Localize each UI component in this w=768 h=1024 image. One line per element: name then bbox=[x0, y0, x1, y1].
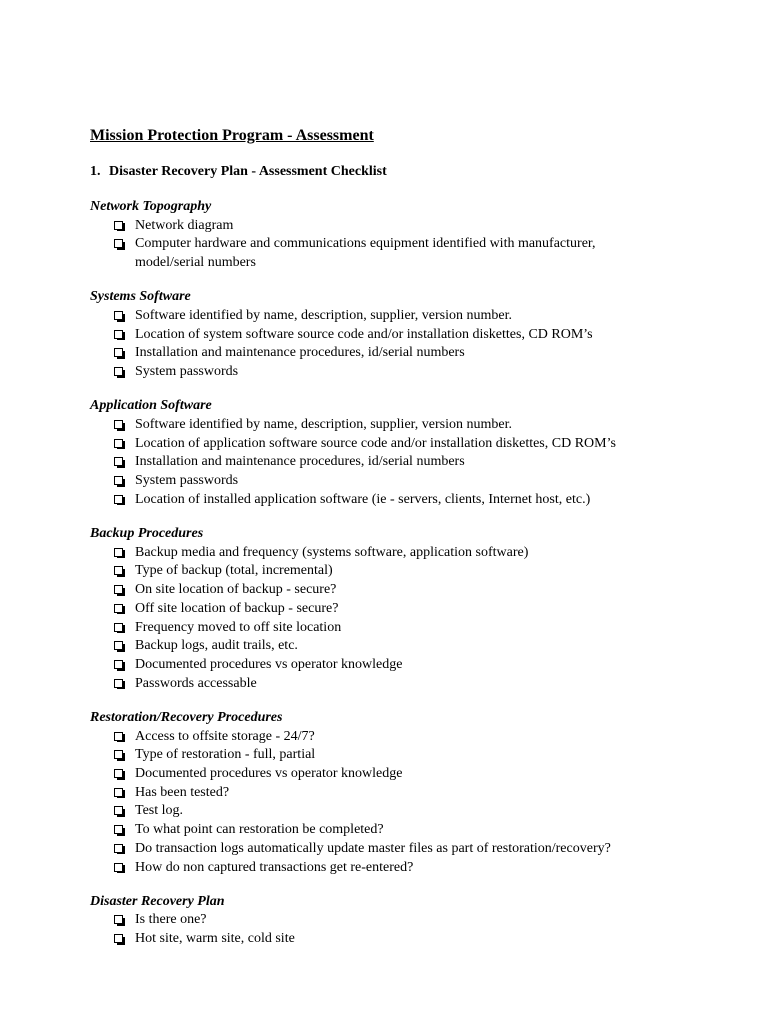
checklist-item-text: Do transaction logs automatically update master files as part of restoration/recovery? bbox=[135, 840, 611, 856]
checklist-section bbox=[90, 709, 700, 877]
checkbox-icon bbox=[114, 679, 123, 688]
checklist-item-text: System passwords bbox=[135, 473, 239, 489]
checkbox-icon bbox=[114, 239, 123, 248]
checklist-item bbox=[114, 765, 645, 784]
checklist-sections bbox=[90, 198, 700, 964]
checklist-item-text: Has been tested? bbox=[135, 784, 230, 800]
checklist-section bbox=[90, 397, 700, 509]
section-heading: Application Software bbox=[90, 398, 212, 414]
checklist-item bbox=[114, 637, 645, 656]
checkbox-icon bbox=[114, 623, 123, 632]
checkbox-icon bbox=[114, 495, 123, 504]
checklist-item bbox=[114, 802, 645, 821]
checklist-item-text: Type of backup (total, incremental) bbox=[135, 563, 333, 579]
checklist-item-text: Location of system software source code and/or installation diskettes, CD ROM’s bbox=[135, 326, 593, 342]
checklist-section bbox=[90, 893, 700, 949]
checkbox-icon bbox=[114, 844, 123, 853]
section-heading: Restoration/Recovery Procedures bbox=[90, 709, 283, 725]
checklist-item-text: Type of restoration - full, partial bbox=[135, 747, 316, 763]
checklist-item bbox=[114, 619, 645, 638]
checkbox-icon bbox=[114, 585, 123, 594]
checklist-items bbox=[90, 217, 700, 273]
checklist-item bbox=[114, 746, 645, 765]
checklist-item-text: Backup media and frequency (systems software, application software) bbox=[135, 544, 529, 560]
checklist-item bbox=[114, 562, 645, 581]
checklist-item bbox=[114, 326, 645, 345]
checkbox-icon bbox=[114, 934, 123, 943]
document-title: Mission Protection Program - Assessment bbox=[90, 127, 374, 144]
checkbox-icon bbox=[114, 367, 123, 376]
checkbox-icon bbox=[114, 604, 123, 613]
checkbox-icon bbox=[114, 825, 123, 834]
subtitle-number: 1. bbox=[90, 164, 101, 179]
checklist-items bbox=[90, 307, 700, 382]
checklist-item bbox=[114, 675, 645, 694]
checklist-item-text: On site location of backup - secure? bbox=[135, 582, 337, 598]
checklist-item-text: To what point can restoration be completed? bbox=[135, 822, 384, 838]
checklist-item-text: How do non captured transactions get re-entered? bbox=[135, 859, 414, 875]
checkbox-icon bbox=[114, 769, 123, 778]
checklist-item bbox=[114, 911, 645, 930]
checklist-item-text: Frequency moved to off site location bbox=[135, 619, 342, 635]
checkbox-icon bbox=[114, 863, 123, 872]
checkbox-icon bbox=[114, 221, 123, 230]
checklist-item bbox=[114, 363, 645, 382]
checklist-section bbox=[90, 288, 700, 382]
checkbox-icon bbox=[114, 806, 123, 815]
checklist-item bbox=[114, 840, 645, 859]
checklist-item-text: Hot site, warm site, cold site bbox=[135, 931, 295, 947]
checkbox-icon bbox=[114, 788, 123, 797]
checkbox-icon bbox=[114, 330, 123, 339]
checklist-item-text: Installation and maintenance procedures, id/serial numbers bbox=[135, 345, 465, 361]
checkbox-icon bbox=[114, 439, 123, 448]
checklist-item-text: Network diagram bbox=[135, 217, 234, 233]
checkbox-icon bbox=[114, 348, 123, 357]
checklist-item bbox=[114, 416, 645, 435]
section-heading: Backup Procedures bbox=[90, 526, 204, 542]
checklist-item bbox=[114, 344, 645, 363]
checklist-item-text: Backup logs, audit trails, etc. bbox=[135, 638, 298, 654]
checklist-item-text: Location of installed application software (ie - servers, clients, Internet host, etc.) bbox=[135, 491, 591, 507]
checklist-section bbox=[90, 525, 700, 693]
section-heading: Systems Software bbox=[90, 289, 191, 305]
checklist-item-text: Location of application software source code and/or installation diskettes, CD ROM’s bbox=[135, 435, 616, 451]
checklist-item-text: Is there one? bbox=[135, 912, 207, 928]
checklist-item bbox=[114, 581, 645, 600]
subtitle-text: Disaster Recovery Plan - Assessment Checklist bbox=[109, 164, 387, 179]
checklist-item-text: Off site location of backup - secure? bbox=[135, 600, 339, 616]
checklist-item-text: Test log. bbox=[135, 803, 184, 819]
checkbox-icon bbox=[114, 566, 123, 575]
checklist-item-text: Documented procedures vs operator knowledge bbox=[135, 656, 403, 672]
checkbox-icon bbox=[114, 420, 123, 429]
section-heading: Disaster Recovery Plan bbox=[90, 893, 225, 909]
checkbox-icon bbox=[114, 641, 123, 650]
checklist-items bbox=[90, 544, 700, 694]
checklist-item-text: System passwords bbox=[135, 364, 239, 380]
checkbox-icon bbox=[114, 750, 123, 759]
checklist-item bbox=[114, 859, 645, 878]
checklist-item bbox=[114, 728, 645, 747]
checkbox-icon bbox=[114, 311, 123, 320]
checklist-item bbox=[114, 453, 645, 472]
checklist-item bbox=[114, 821, 645, 840]
checklist-item bbox=[114, 784, 645, 803]
checklist-section bbox=[90, 198, 700, 273]
checklist-item-text: Installation and maintenance procedures, id/serial numbers bbox=[135, 454, 465, 470]
checkbox-icon bbox=[114, 915, 123, 924]
checkbox-icon bbox=[114, 548, 123, 557]
checkbox-icon bbox=[114, 660, 123, 669]
checklist-item-text: Software identified by name, description, supplier, version number. bbox=[135, 308, 512, 324]
checklist-item-text: Software identified by name, description, supplier, version number. bbox=[135, 417, 512, 433]
checklist-items bbox=[90, 728, 700, 878]
checklist-items bbox=[90, 416, 700, 510]
checklist-item-text: Access to offsite storage - 24/7? bbox=[135, 728, 315, 744]
checklist-item bbox=[114, 600, 645, 619]
section-subtitle bbox=[90, 163, 387, 181]
checkbox-icon bbox=[114, 457, 123, 466]
checklist-item bbox=[114, 307, 645, 326]
checklist-item bbox=[114, 217, 645, 236]
checkbox-icon bbox=[114, 476, 123, 485]
checklist-item bbox=[114, 472, 645, 491]
checklist-item bbox=[114, 235, 645, 272]
checklist-item bbox=[114, 544, 645, 563]
checklist-item bbox=[114, 435, 645, 454]
checklist-item-text: Passwords accessable bbox=[135, 675, 257, 691]
checklist-items bbox=[90, 911, 700, 948]
checkbox-icon bbox=[114, 732, 123, 741]
checklist-item bbox=[114, 930, 645, 949]
section-heading: Network Topography bbox=[90, 199, 212, 214]
checklist-item-text: Computer hardware and communications equipment identified with manufacturer, model/serial numbers bbox=[135, 236, 596, 271]
checklist-item-text: Documented procedures vs operator knowledge bbox=[135, 765, 403, 781]
checklist-item bbox=[114, 491, 645, 510]
checklist-item bbox=[114, 656, 645, 675]
